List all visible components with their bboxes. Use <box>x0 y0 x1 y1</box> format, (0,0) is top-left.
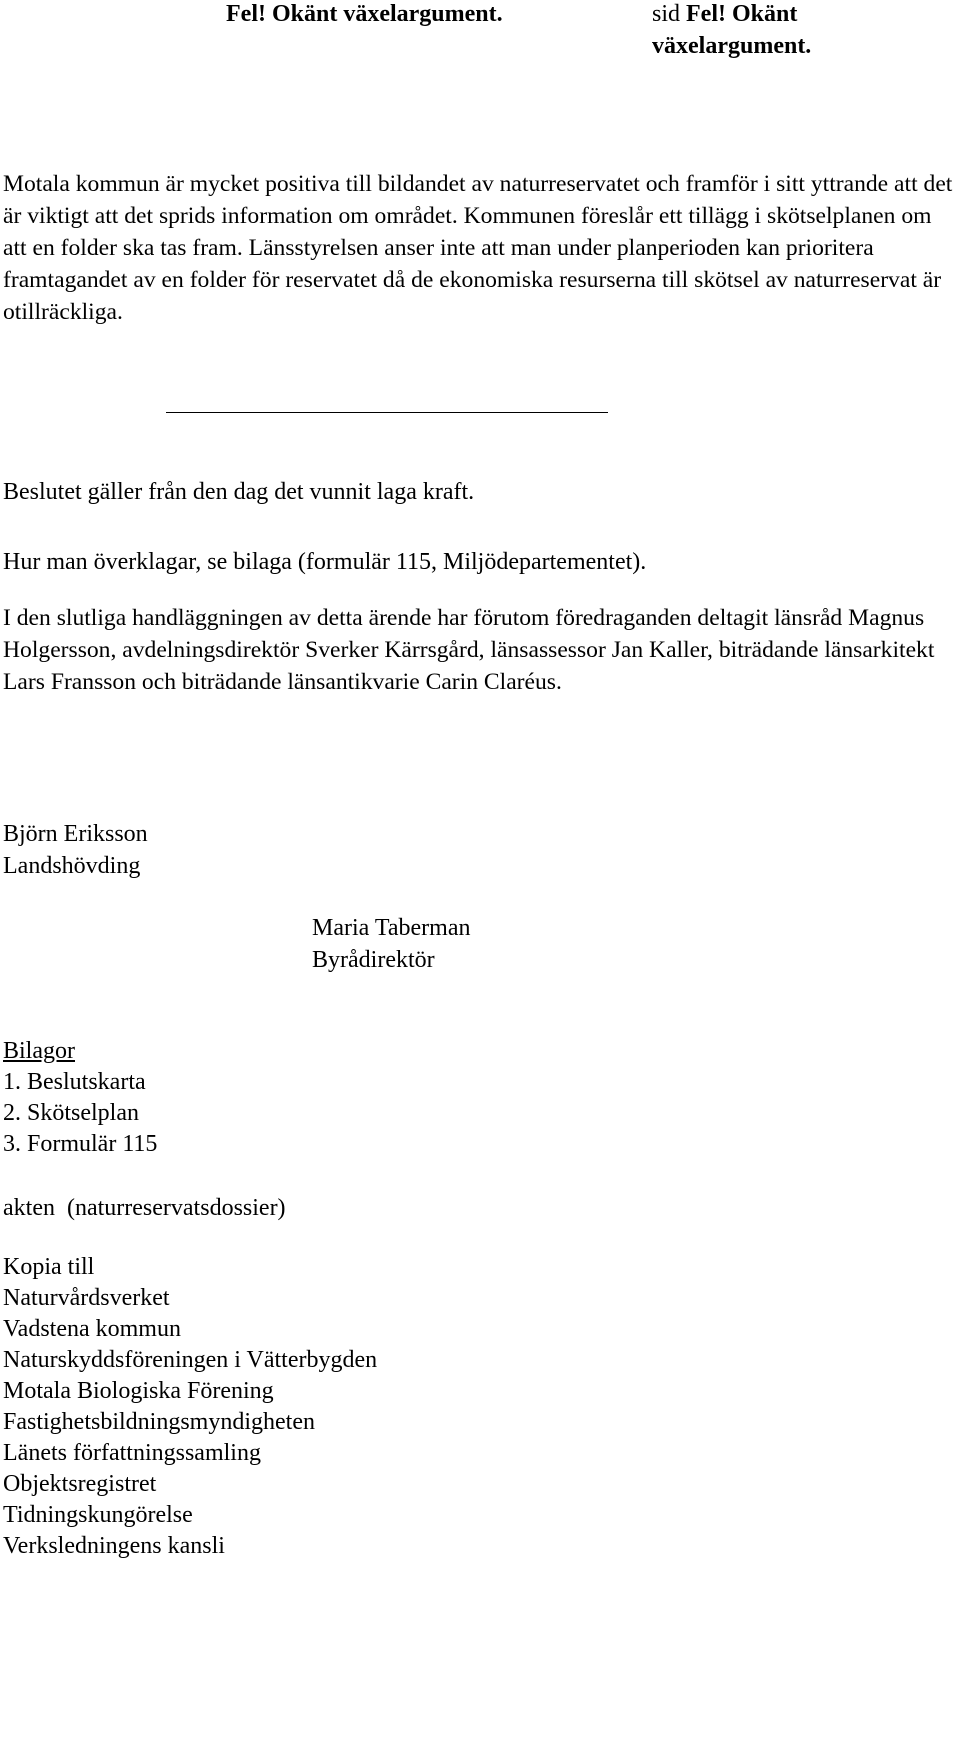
copy-recipient: Naturskyddsföreningen i Vätterbygden <box>3 1347 378 1373</box>
file-note-text: akten (naturreservatsdossier) <box>3 1195 286 1221</box>
copy-recipient: Objektsregistret <box>3 1471 157 1497</box>
page-prefix: sid <box>652 1 687 27</box>
signatory-name: Maria Taberman <box>312 915 471 941</box>
attachment-item: 1. Beslutskarta <box>3 1069 146 1095</box>
copies-heading: Kopia till <box>3 1254 95 1280</box>
participants-paragraph: I den slutliga handläggningen av detta ärende har förutom föredraganden deltagit länsråd Magnus Holgersson, avdelningsdirektör Sverker Kärrsgård, länsassessor Jan Kaller, biträdande länsarkitekt Lars Fransson och biträdande länsantikvarie Carin Claréus. <box>3 605 935 695</box>
decision-validity: Beslutet gäller från den dag det vunnit laga kraft. <box>3 479 475 505</box>
signature-block-2 <box>312 912 470 976</box>
paragraph-municipal-opinion: Motala kommun är mycket positiva till bildandet av naturreservatet och framför i sitt yttrande att det är viktigt att det sprids information om området. Kommunen föreslår ett tillägg i skötselplanen om att en folder ska tas fram. Länsstyrelsen anser inte att man under planperioden kan prioritera framtagandet av en folder för reservatet då de ekonomiska resurserna till skötsel av naturreservat är otillräckliga. <box>3 171 953 325</box>
page-error-field: Fel! Okänt växelargument. <box>652 1 812 59</box>
copy-recipient: Tidningskungörelse <box>3 1502 193 1528</box>
copy-recipient: Verksledningens kansli <box>3 1533 225 1559</box>
copies-list <box>3 1252 958 1562</box>
copy-recipient: Naturvårdsverket <box>3 1285 170 1311</box>
signatory-name: Björn Eriksson <box>3 821 148 847</box>
attachments-heading: Bilagor <box>3 1038 75 1064</box>
attachment-item: 3. Formulär 115 <box>3 1131 158 1157</box>
signature-block-1 <box>3 818 958 882</box>
copy-recipient: Fastighetsbildningsmyndigheten <box>3 1409 315 1435</box>
copy-recipient: Länets författningssamling <box>3 1440 261 1466</box>
copy-recipient: Vadstena kommun <box>3 1316 181 1342</box>
header-error-field: Fel! Okänt växelargument. <box>226 1 503 27</box>
header-page-field <box>652 0 852 62</box>
copy-recipient: Motala Biologiska Förening <box>3 1378 274 1404</box>
signatory-title: Byrådirektör <box>312 947 435 973</box>
signatory-title: Landshövding <box>3 853 141 879</box>
file-note <box>3 1192 958 1224</box>
separator-line <box>166 412 608 413</box>
appeal-info: Hur man överklagar, se bilaga (formulär 115, Miljödepartementet). <box>3 549 647 575</box>
attachments-list <box>3 1036 958 1160</box>
attachment-item: 2. Skötselplan <box>3 1100 139 1126</box>
